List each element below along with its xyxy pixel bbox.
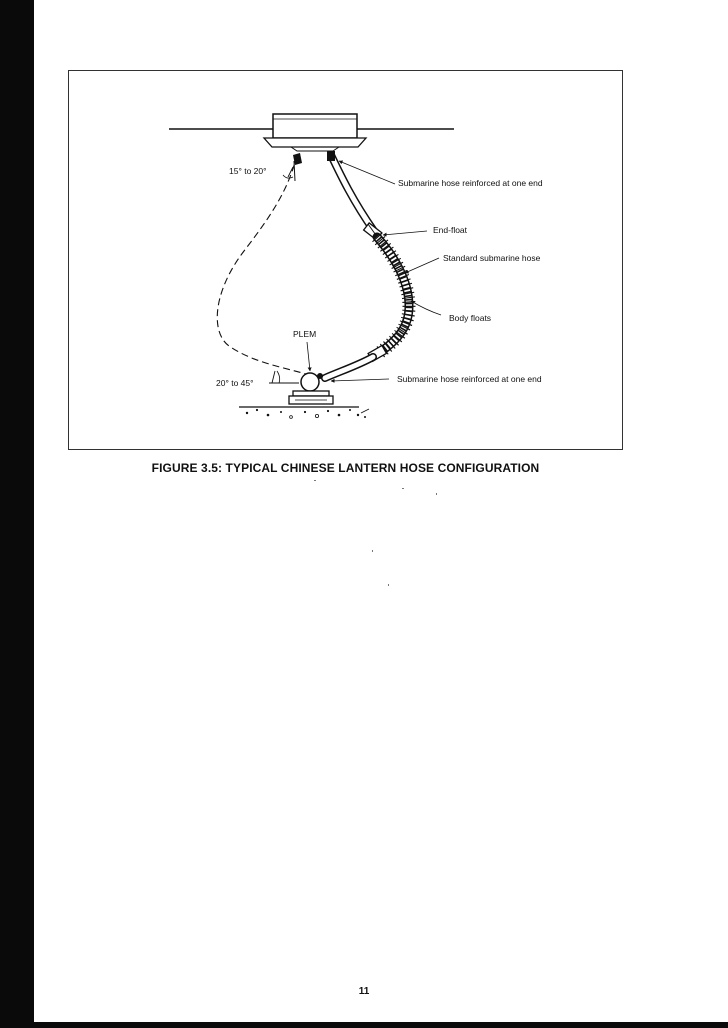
figure-caption: FIGURE 3.5: TYPICAL CHINESE LANTERN HOSE CONFIGURATION <box>151 461 540 475</box>
leader-plem <box>307 342 310 371</box>
scan-edge-left <box>0 0 34 1028</box>
label-end-float: End-float <box>433 225 468 235</box>
label-plem: PLEM <box>293 329 317 339</box>
label-angle-bottom: 20° to 45° <box>216 378 254 388</box>
right-attachment <box>327 151 335 161</box>
seabed <box>239 407 369 418</box>
label-body-floats: Body floats <box>449 313 492 323</box>
label-hose-reinforced-top: Submarine hose reinforced at one end <box>398 178 543 188</box>
scan-edge-bottom <box>0 1022 728 1028</box>
page-number: 11 <box>358 986 370 997</box>
leader-end-float <box>383 231 427 235</box>
buoy <box>264 114 366 151</box>
bottom-angle-marker <box>269 371 299 383</box>
label-standard-hose: Standard submarine hose <box>443 253 541 263</box>
leader-standard-hose <box>405 258 439 273</box>
scan-speck <box>388 584 389 586</box>
leader-body-floats <box>411 301 441 315</box>
top-angle-marker <box>283 161 295 181</box>
dashed-hose-envelope <box>217 154 313 376</box>
scan-speck <box>372 550 373 552</box>
chinese-lantern-diagram <box>69 71 624 451</box>
label-angle-top: 15° to 20° <box>229 166 267 176</box>
leader-reinforced-bottom <box>331 379 389 381</box>
label-hose-reinforced-bottom: Submarine hose reinforced at one end <box>397 374 542 384</box>
scan-speck <box>402 488 404 489</box>
scan-speck <box>436 493 437 495</box>
scan-speck <box>314 480 316 481</box>
figure-frame <box>68 70 623 450</box>
